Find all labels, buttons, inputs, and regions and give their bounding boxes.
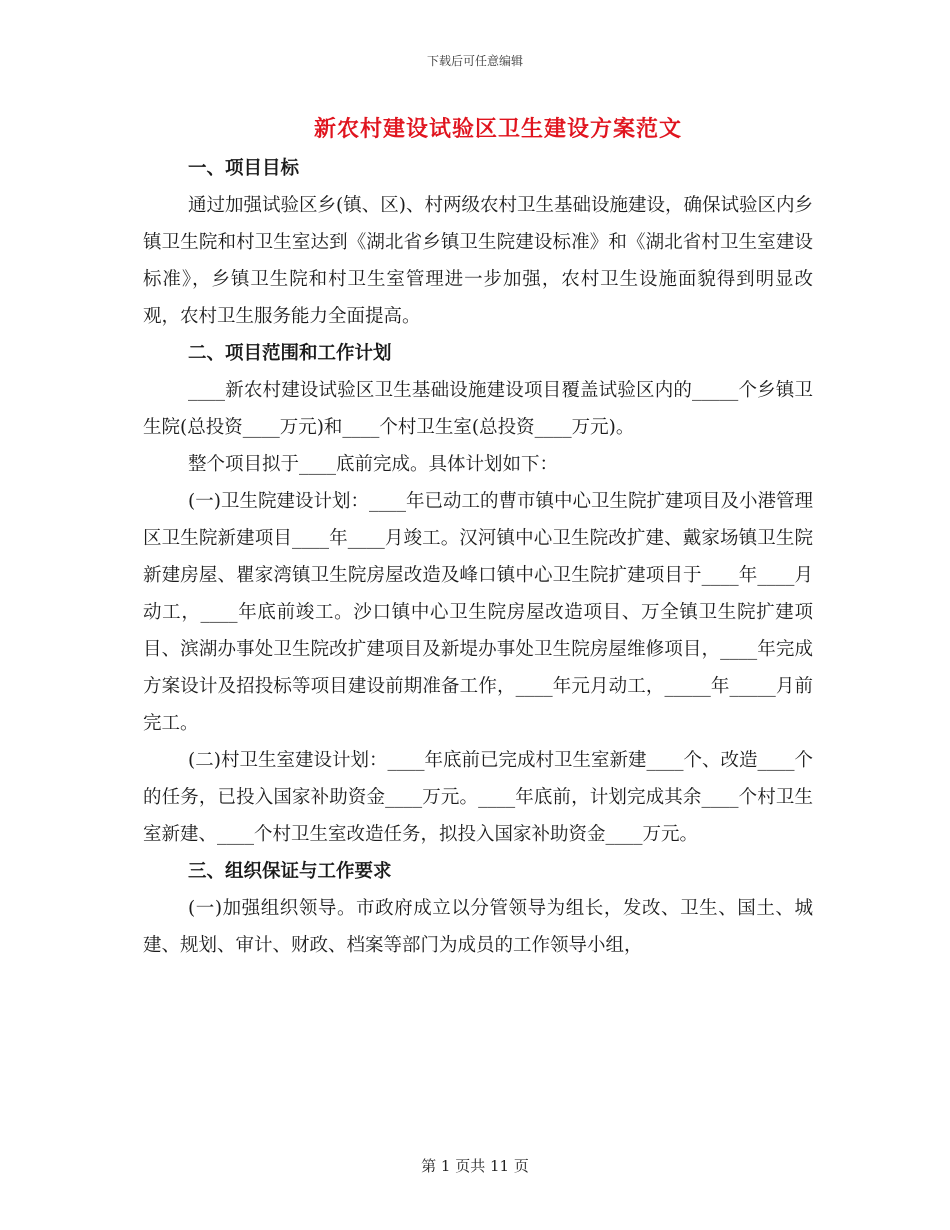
section-heading-3: 三、组织保证与工作要求 (188, 861, 392, 882)
paragraph-4: (一)卫生院建设计划：____年已动工的曹市镇中心卫生院扩建项目及小港管理区卫生院新建项目____年____月竣工。汉河镇中心卫生院改扩建、戴家场镇卫生院新建房屋、瞿家湾镇卫生院房屋改造及峰口镇中心卫生院扩建项目于____年____月动工，____年底前竣工。沙口镇中心卫生院房屋改造项目、万全镇卫生院扩建项目、滨湖办事处卫生院改扩建项目及新堤办事处卫生院房屋维修项目，____年完成方案设计及招投标等项目建设前期准备工作，____年元月动工，_____年_____月前完工。 (143, 491, 813, 734)
section-heading-1: 一、项目目标 (188, 158, 300, 179)
paragraph-2: ____新农村建设试验区卫生基础设施建设项目覆盖试验区内的_____个乡镇卫生院(总投资____万元)和____个村卫生室(总投资____万元)。 (143, 380, 813, 438)
document-title: 新农村建设试验区卫生建设方案范文 (313, 116, 682, 142)
paragraph-1: 通过加强试验区乡(镇、区)、村两级农村卫生基础设施建设，确保试验区内乡镇卫生院和村卫生室达到《湖北省乡镇卫生院建设标准》和《湖北省村卫生室建设标准》，乡镇卫生院和村卫生室管理进一步加强，农村卫生设施面貌得到明显改观，农村卫生服务能力全面提高。 (143, 195, 813, 327)
page-header: 下载后可任意编辑 (426, 54, 523, 68)
section-heading-2: 二、项目范围和工作计划 (188, 343, 392, 364)
document-body (143, 150, 813, 964)
paragraph-5: (二)村卫生室建设计划：____年底前已完成村卫生室新建____个、改造____个的任务，已投入国家补助资金____万元。____年底前，计划完成其余____个村卫生室新建、____个村卫生室改造任务，拟投入国家补助资金____万元。 (143, 750, 813, 845)
paragraph-3: 整个项目拟于____底前完成。具体计划如下： (188, 454, 559, 475)
paragraph-6: (一)加强组织领导。市政府成立以分管领导为组长，发改、卫生、国土、城建、规划、审计、财政、档案等部门为成员的工作领导小组， (143, 898, 813, 956)
page-footer: 第 1 页共 11 页 (421, 1157, 529, 1175)
